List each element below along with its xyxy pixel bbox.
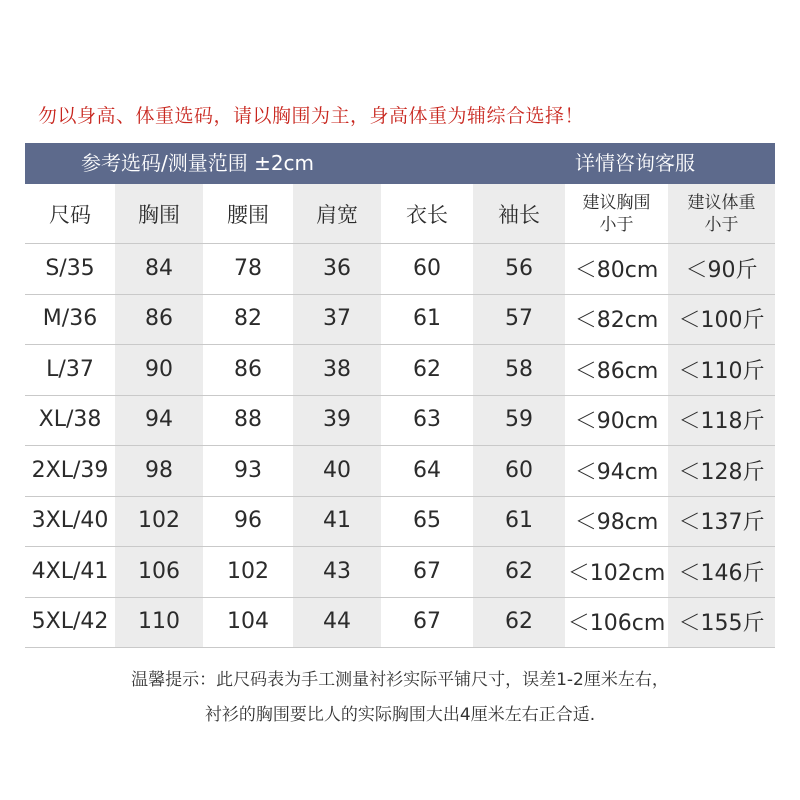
cell-suggested-weight: ＜155斤 xyxy=(678,611,765,637)
cell-chest: 84 xyxy=(145,255,173,281)
column-header-text: 胸围 xyxy=(138,202,180,227)
cell-suggested-weight: ＜128斤 xyxy=(678,459,765,485)
header-reference-label: 参考选码/测量范围 ±2cm xyxy=(80,151,315,175)
cell-sleeve: 56 xyxy=(505,255,533,281)
cell-length: 67 xyxy=(413,558,441,584)
cell-size: L/37 xyxy=(46,356,94,382)
cell-chest: 86 xyxy=(145,306,173,332)
column-header-text: 衣长 xyxy=(406,202,448,227)
column-header-suggested-chest xyxy=(565,184,668,243)
table-row xyxy=(25,243,775,295)
cell-size: XL/38 xyxy=(38,407,102,433)
cell-suggested-weight: ＜137斤 xyxy=(678,510,765,536)
cell-waist: 88 xyxy=(234,407,262,433)
column-header-text: 肩宽 xyxy=(316,202,358,227)
column-header-text: 建议体重 xyxy=(687,192,756,213)
cell-waist: 82 xyxy=(234,306,262,332)
column-header-chest xyxy=(115,184,203,243)
cell-suggested-chest: ＜90cm xyxy=(574,409,659,435)
cell-size: 3XL/40 xyxy=(31,508,109,534)
cell-waist: 96 xyxy=(234,508,262,534)
cell-suggested-weight: ＜110斤 xyxy=(678,358,765,384)
cell-chest: 98 xyxy=(145,457,173,483)
table-header-band xyxy=(25,143,775,184)
cell-shoulder: 41 xyxy=(323,508,351,534)
column-header-subtext: 小于 xyxy=(599,214,634,235)
cell-length: 64 xyxy=(413,457,441,483)
cell-suggested-chest: ＜86cm xyxy=(574,358,659,384)
cell-size: 4XL/41 xyxy=(31,558,109,584)
cell-size: 5XL/42 xyxy=(31,609,109,635)
column-header-subtext: 小于 xyxy=(704,214,739,235)
column-header-size xyxy=(25,184,115,243)
cell-size: 2XL/39 xyxy=(31,457,109,483)
cell-shoulder: 37 xyxy=(323,306,351,332)
cell-waist: 78 xyxy=(234,255,262,281)
cell-waist: 104 xyxy=(227,609,269,635)
cell-length: 67 xyxy=(413,609,441,635)
cell-waist: 86 xyxy=(234,356,262,382)
table-row xyxy=(25,294,775,346)
cell-shoulder: 36 xyxy=(323,255,351,281)
column-header-text: 尺码 xyxy=(49,202,91,227)
cell-sleeve: 58 xyxy=(505,356,533,382)
cell-length: 62 xyxy=(413,356,441,382)
footer-note-line-2: 衬衫的胸围要比人的实际胸围大出4厘米左右正合适. xyxy=(204,705,596,725)
column-header-length xyxy=(381,184,473,243)
cell-sleeve: 62 xyxy=(505,558,533,584)
cell-length: 60 xyxy=(413,255,441,281)
cell-suggested-chest: ＜82cm xyxy=(574,308,659,334)
warning-text: 勿以身高、体重选码，请以胸围为主，身高体重为辅综合选择！ xyxy=(38,105,585,127)
cell-length: 63 xyxy=(413,407,441,433)
table-row xyxy=(25,344,775,396)
table-header-row xyxy=(25,184,775,244)
cell-waist: 93 xyxy=(234,457,262,483)
cell-chest: 106 xyxy=(138,558,180,584)
cell-chest: 90 xyxy=(145,356,173,382)
cell-suggested-weight: ＜100斤 xyxy=(678,308,765,334)
cell-suggested-weight: ＜146斤 xyxy=(678,560,765,586)
column-header-suggested-weight xyxy=(668,184,775,243)
cell-size: S/35 xyxy=(45,255,95,281)
cell-suggested-chest: ＜102cm xyxy=(567,560,666,586)
cell-sleeve: 61 xyxy=(505,508,533,534)
column-header-shoulder xyxy=(293,184,381,243)
column-header-sleeve xyxy=(473,184,565,243)
cell-chest: 94 xyxy=(145,407,173,433)
cell-sleeve: 62 xyxy=(505,609,533,635)
table-row xyxy=(25,496,775,548)
cell-suggested-chest: ＜94cm xyxy=(574,459,659,485)
cell-shoulder: 40 xyxy=(323,457,351,483)
cell-sleeve: 59 xyxy=(505,407,533,433)
table-row xyxy=(25,445,775,497)
cell-shoulder: 38 xyxy=(323,356,351,382)
cell-suggested-chest: ＜98cm xyxy=(574,510,659,536)
table-row xyxy=(25,395,775,447)
cell-suggested-weight: ＜90斤 xyxy=(685,257,758,283)
size-chart-table xyxy=(25,143,775,648)
header-contact-label: 详情咨询客服 xyxy=(575,151,695,175)
cell-waist: 102 xyxy=(227,558,269,584)
table-row xyxy=(25,597,775,649)
cell-suggested-weight: ＜118斤 xyxy=(678,409,765,435)
cell-length: 61 xyxy=(413,306,441,332)
cell-shoulder: 44 xyxy=(323,609,351,635)
table-row xyxy=(25,546,775,598)
footer-note-line-1: 温馨提示：此尺码表为手工测量衬衫实际平铺尺寸，误差1-2厘米左右， xyxy=(131,670,669,690)
cell-sleeve: 57 xyxy=(505,306,533,332)
cell-length: 65 xyxy=(413,508,441,534)
cell-shoulder: 43 xyxy=(323,558,351,584)
cell-shoulder: 39 xyxy=(323,407,351,433)
cell-suggested-chest: ＜80cm xyxy=(574,257,659,283)
cell-suggested-chest: ＜106cm xyxy=(567,611,666,637)
column-header-waist xyxy=(203,184,293,243)
cell-chest: 110 xyxy=(138,609,180,635)
column-header-text: 袖长 xyxy=(498,202,540,227)
cell-sleeve: 60 xyxy=(505,457,533,483)
cell-chest: 102 xyxy=(138,508,180,534)
column-header-text: 腰围 xyxy=(227,202,269,227)
column-header-text: 建议胸围 xyxy=(582,192,651,213)
cell-size: M/36 xyxy=(42,306,98,332)
